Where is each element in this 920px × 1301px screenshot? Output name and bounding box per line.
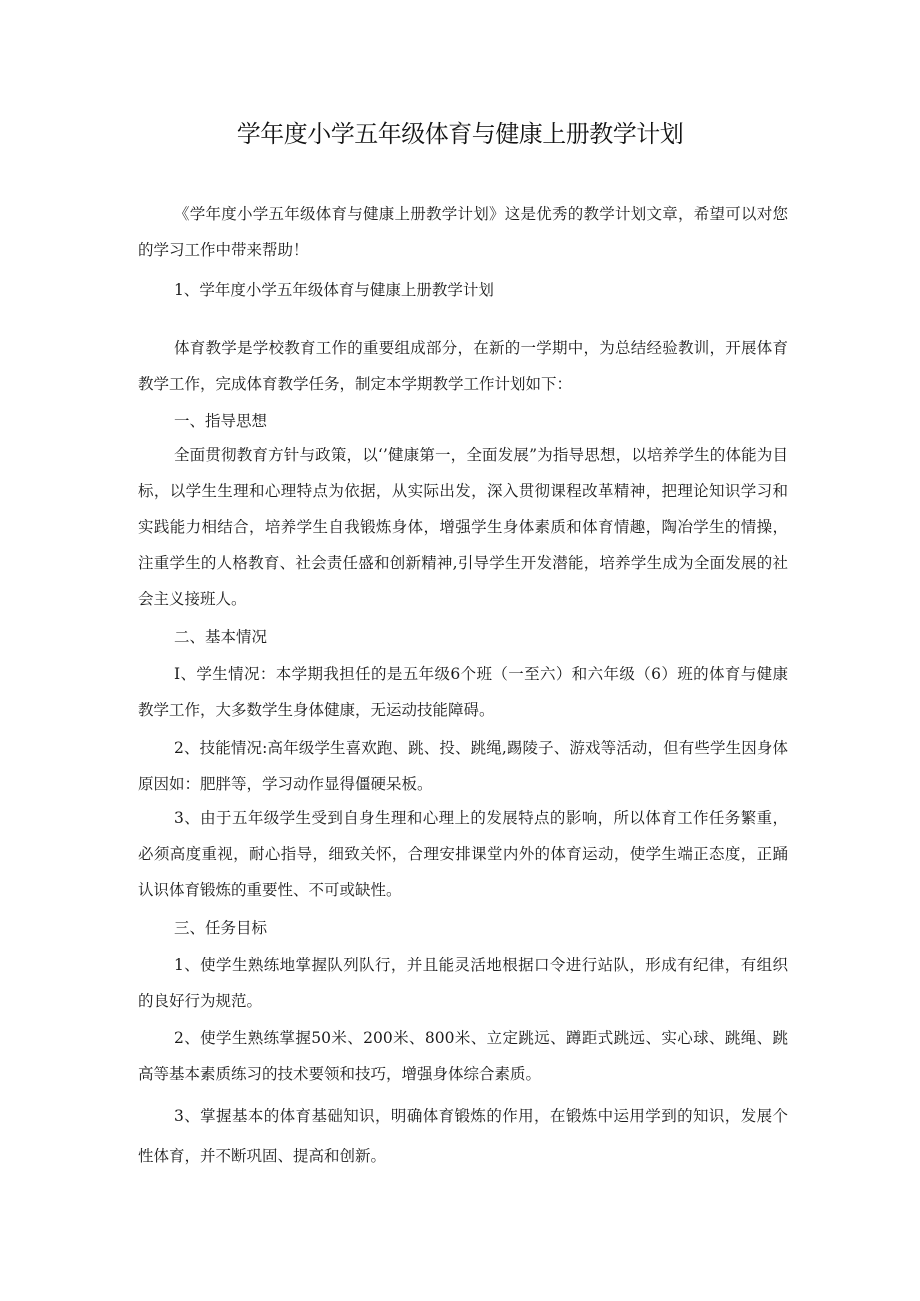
section3-paragraph-1: 1、使学生熟练地掌握队列队行，并且能灵活地根据口令进行站队，形成有纪律，有组织的良好行为规范。 [138, 956, 788, 1010]
section1-heading: 一、指导思想 [174, 412, 268, 430]
opening-paragraph: 体育教学是学校教育工作的重要组成部分，在新的一学期中，为总结经验教训，开展体育教学工作，完成体育教学任务，制定本学期教学工作计划如下： [138, 339, 788, 393]
document-title: 学年度小学五年级体育与健康上册教学计划 [236, 120, 684, 148]
section3-heading: 三、任务目标 [174, 919, 268, 937]
section1-body: 全面贯彻教育方针与政策，以‘’健康第一，全面发展”为指导思想，以培养学生的体能为目标，以学生生理和心理特点为依据，从实际出发，深入贯彻课程改革精神，把理论知识学习和实践能力相结合，培养学生自我锻炼身体，增强学生身体素质和体育情趣，陶冶学生的情操，注重学生的人格教育、社会责任盛和创新精神,引导学生开发潜能，培养学生成为全面发展的社会主义接班人。 [138, 446, 788, 608]
section3-paragraph-2: 2、使学生熟练掌握50米、200米、800米、立定跳远、蹲距式跳远、实心球、跳绳、跳高等基本素质练习的技术要领和技巧，增强身体综合素质。 [138, 1029, 788, 1083]
section2-paragraph-2: 2、技能情况:高年级学生喜欢跑、跳、投、跳绳,踢陵子、游戏等活动，但有些学生因身体原因如：肥胖等，学习动作显得僵硬呆板。 [138, 739, 788, 793]
section3-paragraph-3: 3、掌握基本的体育基础知识，明确体育锻炼的作用，在锻炼中运用学到的知识，发展个性体育，并不断巩固、提高和创新。 [138, 1107, 788, 1165]
section2-paragraph-1: I、学生情况：本学期我担任的是五年级6个班（一至六）和六年级（6）班的体育与健康教学工作，大多数学生身体健康，无运动技能障碍。 [138, 665, 788, 719]
item1-heading: 1、学年度小学五年级体育与健康上册教学计划 [174, 281, 494, 299]
intro-paragraph: 《学年度小学五年级体育与健康上册教学计划》这是优秀的教学计划文章，希望可以对您的学习工作中带来帮助！ [138, 205, 788, 259]
section2-heading: 二、基本情况 [174, 628, 268, 646]
section2-paragraph-3: 3、由于五年级学生受到自身生理和心理上的发展特点的影响，所以体育工作任务繁重，必须高度重视，耐心指导，细致关怀，合理安排课堂内外的体育运动，使学生端正态度，正踊认识体育锻炼的重要性、不可或缺性。 [138, 809, 788, 899]
